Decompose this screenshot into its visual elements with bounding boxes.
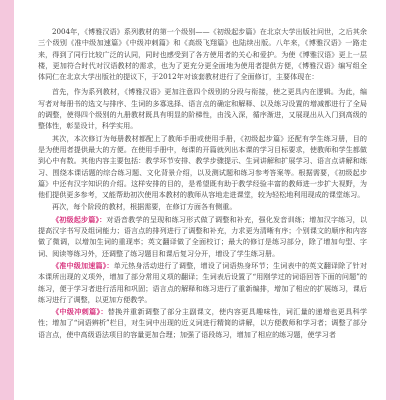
paragraph-2-text: 首先，作为系列教材，《博雅汉语》更加注意四个级别的分段与衔接，使之更具内在逻辑。为此，编写者对每册书的选文与排序、生词的多寡选择、语言点的确定和解释、以及练习设置的增减都进行了全局的调整，使得四个级别的九册教材既具有明显的阶梯性，由浅入深，循序渐进，又展现出从入门到高级的整体性，彰显设计，科学实用。 [38,87,367,131]
paragraph-4 [38,201,367,212]
paragraph-5 [38,214,367,259]
paragraph-6-text: 单元热身活动进行了调整，增设了词语热身环节；生词表中的英文翻译除了针对本课所出现的义项外，增加了部分常用义项的翻译；生词表后设置了“用刚学过的词语回答下面的问题”的练习，便于学习者进行活用和巩固；语言点的解释和练习进行了重新编排，增加了相应的扩展练习，课后练习进行了调整，以更加方便教学。 [38,260,367,304]
paragraph-2 [38,86,367,131]
paragraph-6 [38,260,367,305]
paragraph-7 [38,306,367,340]
paragraph-3-text: 其次，本次修订为每册教材都配上了教师手册或使用手册，《初级起步篇》还配有学生练习册，目的是为使用者提供最大的方便。在使用手册中，每课的开篇就列出本课的学习目标要求，使教师和学生都做到心中有数。其他内容主要包括：教学环节安排、教学步骤提示、生词讲解和扩展学习、语言点讲解和练习、围绕本课话题的综合练习题、文化背景介绍，以及测试题和练习参考答案等。根据需要，《初级起步篇》中还有汉字知识的介绍。这样安排的目的，是希望既有助于教学经验丰富的教师进一步扩大视野，为他们提供更多参考，又能帮助初次使用本教材的教师从容地走进课堂，较为轻松地利用现成的课堂练习。 [38,133,367,200]
paragraph-3 [38,133,367,201]
paragraph-7-text: 替换并重新调整了部分主副课文，使内容更具趣味性，词汇量的递增也更具科学性；增加了“词语辨析”栏目，对生词中出现的近义词进行精简的讲解，以方便教师和学习者；调整了部分语言点，使中高级语法项目的容量更加合理；加强了语段练习，增加了相应的练习题，使学习者 [38,307,368,339]
book-page [14,0,386,400]
paragraph-1-text: 2004年，《博雅汉语》系列教材的第一个级别——《初级起步篇》在北京大学出版社问世，之后其余三个级别《准中级加速篇》《中级冲刺篇》和《高级飞翔篇》也陆续出版。八年来，《博雅汉语》一路走来，得到了同行比较广泛的认同，同时也感受到了各方使用者的关心和爱护。为使《博雅汉语》更上一层楼，更加符合时代对汉语教材的需求，也为了更充分更全面地为使用者提供方便，《博雅汉语》编写组全体同仁在北京大学出版社的提议下，于2012年对该套教材进行了全面修订，主要体现在： [38,27,367,82]
paragraph-5-text: 对语音教学的呈现和练习形式做了调整和补充，强化发音训练；增加汉字练习，以提高汉字书写及组词能力；语言点的排列进行了调整和补充，力求更为清晰有序；个别课文的顺序和内容做了微调，以增加生词的重现率；英文翻译做了全面校订；最大的修订是练习部分，除了增加句型、字词、阅读等练习外，还调整了练习题目和课后复习分开，增设了学生练习册。 [38,214,368,258]
preface-text [38,26,367,341]
paragraph-6-lead: 《准中级加速篇》： [52,260,114,270]
paragraph-5-lead: 《初级起步篇》： [52,214,107,224]
paragraph-4-text: 再次，每个阶段的教材，根据需要，在修订方面各有侧重。 [52,202,237,212]
paragraph-1 [38,26,367,82]
paragraph-7-lead: 《中级冲刺篇》： [52,307,108,317]
